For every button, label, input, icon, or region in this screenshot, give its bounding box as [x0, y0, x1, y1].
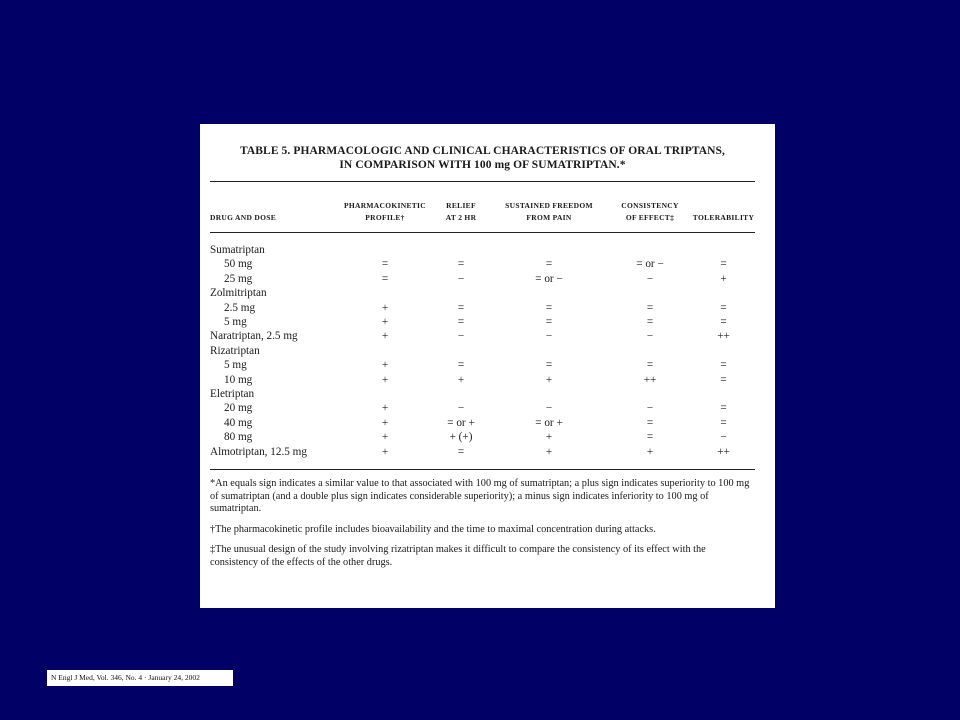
header-consistency-of-effect	[608, 182, 692, 232]
cell-pk: +	[381, 316, 389, 329]
cell-drug: 20 mg	[224, 402, 253, 415]
cell-pk: +	[381, 402, 389, 415]
cell-relief: =	[457, 258, 465, 271]
cell-tolerability	[692, 344, 755, 358]
cell-relief	[432, 344, 490, 358]
table-row	[210, 445, 755, 469]
cell-drug: 5 mg	[224, 359, 247, 372]
cell-tolerability: ++	[717, 445, 730, 458]
cell-consistency	[608, 233, 692, 257]
cell-relief	[432, 233, 490, 257]
table-title-line-1: TABLE 5. PHARMACOLOGIC AND CLINICAL CHARACTERISTICS OF ORAL TRIPTANS,	[239, 145, 726, 157]
cell-tolerability: =	[720, 373, 727, 386]
table-row	[210, 416, 755, 430]
cell-consistency: = or −	[636, 258, 664, 271]
cell-pk	[338, 286, 432, 300]
cell-consistency: =	[646, 301, 654, 314]
cell-sustained: +	[545, 431, 553, 444]
cell-drug: 80 mg	[224, 431, 253, 444]
table-card	[200, 124, 775, 608]
cell-tolerability: −	[720, 431, 727, 444]
header-drug-label: DRUG AND DOSE	[210, 213, 276, 222]
table-row	[210, 257, 755, 271]
table-row	[210, 329, 755, 343]
cell-pk: +	[381, 431, 389, 444]
cell-consistency: =	[646, 416, 654, 429]
header-tolerability	[692, 182, 755, 232]
cell-sustained: =	[545, 316, 553, 329]
cell-drug: 40 mg	[224, 416, 253, 429]
table-row	[210, 401, 755, 415]
cell-pk: =	[381, 258, 389, 271]
cell-pk: +	[381, 416, 389, 429]
header-sustained-line-2: FROM PAIN	[526, 213, 572, 222]
cell-drug: Sumatriptan	[210, 244, 265, 256]
cell-sustained: +	[545, 445, 553, 458]
table-row	[210, 387, 755, 401]
cell-tolerability: =	[720, 316, 727, 329]
footnote-asterisk: *An equals sign indicates a similar value to that associated with 100 mg of sumatriptan; a plus sign indicates superiority to 100 mg of sumatriptan (and a double plus sign indicates considerable superiority); a minus sign indicates inferiority to 100 mg of sumatriptan.	[210, 478, 750, 515]
header-tolerability-label: TOLERABILITY	[692, 213, 755, 222]
cell-drug: 5 mg	[224, 316, 247, 329]
cell-consistency: −	[646, 402, 654, 415]
cell-consistency: +	[646, 445, 654, 458]
cell-consistency	[608, 344, 692, 358]
cell-consistency: =	[646, 431, 654, 444]
cell-drug: Almotriptan, 12.5 mg	[210, 445, 307, 458]
cell-relief: =	[457, 301, 465, 314]
cell-drug: Rizatriptan	[210, 344, 260, 357]
header-consistency-line-1: CONSISTENCY	[621, 201, 679, 210]
cell-tolerability: =	[720, 359, 727, 372]
table-row	[210, 315, 755, 329]
cell-tolerability: +	[720, 272, 727, 285]
cell-pk	[338, 344, 432, 358]
header-consistency-line-2: OF EFFECT‡	[625, 213, 675, 222]
table-header-row	[210, 182, 755, 232]
header-relief-line-2: AT 2 HR	[445, 213, 477, 222]
cell-drug: Eletriptan	[210, 388, 255, 401]
triptan-comparison-table	[210, 182, 755, 469]
table-row	[210, 286, 755, 300]
cell-pk: +	[381, 301, 389, 314]
header-sustained-line-1: SUSTAINED FREEDOM	[505, 201, 593, 210]
header-sustained-freedom	[490, 182, 608, 232]
cell-pk: =	[381, 272, 389, 285]
cell-relief: −	[457, 330, 465, 343]
cell-sustained: +	[545, 373, 553, 386]
cell-tolerability: =	[720, 301, 727, 314]
cell-relief: =	[457, 316, 465, 329]
cell-sustained: =	[545, 301, 553, 314]
cell-sustained	[490, 233, 608, 257]
cell-sustained: =	[545, 359, 553, 372]
cell-tolerability: ++	[717, 330, 730, 343]
cell-tolerability	[692, 286, 755, 300]
cell-drug: 25 mg	[224, 272, 253, 285]
citation: N Engl J Med, Vol. 346, No. 4 · January 24, 2002	[47, 670, 233, 686]
header-relief-line-1: RELIEF	[446, 201, 476, 210]
table-row	[210, 344, 755, 358]
cell-sustained: = or −	[535, 272, 563, 285]
cell-drug: Naratriptan, 2.5 mg	[210, 330, 298, 343]
table-title	[210, 144, 755, 172]
cell-pk	[338, 233, 432, 257]
cell-sustained: = or +	[535, 416, 563, 429]
cell-consistency: ++	[643, 373, 657, 386]
cell-relief: = or +	[447, 416, 475, 429]
cell-pk: +	[381, 373, 389, 386]
cell-relief: =	[457, 445, 465, 458]
cell-tolerability: =	[720, 258, 727, 271]
header-relief-2hr	[432, 182, 490, 232]
table-body	[210, 233, 755, 469]
cell-relief	[432, 387, 490, 401]
cell-relief: −	[457, 402, 465, 415]
cell-drug: Zolmitriptan	[210, 287, 267, 300]
cell-consistency: =	[646, 316, 654, 329]
table-row	[210, 272, 755, 286]
cell-pk	[338, 387, 432, 401]
cell-pk: +	[381, 359, 389, 372]
cell-sustained	[490, 286, 608, 300]
cell-sustained: −	[545, 402, 553, 415]
cell-sustained: =	[545, 258, 553, 271]
cell-tolerability	[692, 233, 755, 257]
cell-tolerability: =	[720, 416, 727, 429]
table-title-line-2: IN COMPARISON WITH 100 mg OF SUMATRIPTAN.*	[339, 159, 626, 171]
cell-drug: 2.5 mg	[224, 301, 256, 314]
cell-consistency: =	[646, 359, 654, 372]
cell-consistency	[608, 286, 692, 300]
cell-relief: +	[457, 373, 465, 386]
cell-relief	[432, 286, 490, 300]
footnotes	[210, 470, 755, 570]
footnote-double-dagger: ‡The unusual design of the study involving rizatriptan makes it difficult to compare the consistency of its effect with the consistency of the effects of the other drugs.	[210, 544, 706, 569]
cell-consistency	[608, 387, 692, 401]
cell-consistency: −	[646, 272, 654, 285]
header-drug-and-dose	[210, 182, 338, 232]
cell-relief: + (+)	[449, 431, 473, 444]
table-row	[210, 301, 755, 315]
cell-consistency: −	[646, 330, 654, 343]
cell-drug: 10 mg	[224, 373, 253, 386]
footnote-dagger: †The pharmacokinetic profile includes bioavailability and the time to maximal concentration during attacks.	[210, 523, 656, 535]
table-row	[210, 373, 755, 387]
cell-sustained	[490, 344, 608, 358]
cell-tolerability	[692, 387, 755, 401]
cell-pk: +	[381, 445, 389, 458]
cell-sustained	[490, 387, 608, 401]
cell-relief: −	[457, 272, 465, 285]
cell-tolerability: =	[720, 402, 727, 415]
header-pharmacokinetic-profile	[338, 182, 432, 232]
header-pk-line-2: PROFILE†	[365, 213, 405, 222]
header-pk-line-1: PHARMACOKINETIC	[343, 201, 426, 210]
cell-relief: =	[457, 359, 465, 372]
table-row	[210, 358, 755, 372]
table-row	[210, 233, 755, 257]
cell-pk: +	[381, 330, 389, 343]
cell-sustained: −	[545, 330, 553, 343]
cell-drug: 50 mg	[224, 258, 253, 271]
table-row	[210, 430, 755, 444]
